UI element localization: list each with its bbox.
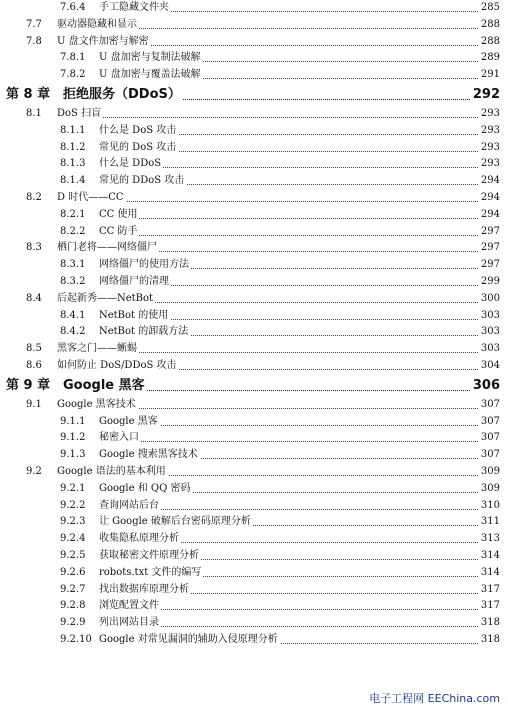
toc-title: U 盘加密与复制法破解 [99, 50, 203, 66]
toc-number: 8.5 [26, 343, 42, 355]
toc-title: 黑客之门——蜥蜴 [57, 341, 139, 357]
toc-subsection-row [0, 140, 508, 156]
toc-title: 什么是 DDoS [99, 156, 163, 172]
toc-title: Google 和 QQ 密码 [99, 481, 192, 497]
toc-title: 如何防止 DoS/DDoS 攻击 [57, 358, 179, 374]
toc-page-number: 307 [479, 397, 500, 413]
toc-page-number: 288 [479, 34, 500, 50]
toc-title: 查询网站后台 [99, 498, 161, 514]
toc-title: 常见的 DoS 攻击 [99, 140, 178, 156]
toc-number: 9.2.6 [60, 566, 86, 578]
toc-page-number: 285 [479, 0, 500, 16]
toc-number: 8.2 [26, 192, 42, 203]
toc-subsection-row [0, 582, 508, 598]
toc-page-number: 299 [479, 274, 500, 290]
toc-page-number: 310 [479, 498, 500, 514]
toc-subsection-row [0, 0, 508, 16]
toc-number: 9.2.5 [60, 550, 86, 561]
toc-section-row [0, 240, 508, 256]
toc-title: 拒绝服务（DDoS） [63, 84, 183, 106]
dot-leader [99, 441, 480, 442]
toc-number: 8.1.4 [60, 175, 86, 187]
toc-title: CC 防手 [99, 224, 139, 240]
toc-number: 8.4.1 [60, 309, 86, 321]
toc-title: Google 搜索黑客技术 [99, 447, 200, 463]
toc-page-number: 318 [479, 615, 500, 631]
toc-title: NetBot 的卸载方法 [99, 324, 190, 340]
toc-page-number: 307 [479, 414, 500, 430]
toc-subsection-row [0, 598, 508, 614]
toc-title: robots.txt 文件的编写 [99, 565, 203, 581]
toc-number: 9.2.3 [60, 516, 86, 528]
toc-chapter-row [0, 375, 508, 397]
toc-subsection-row [0, 207, 508, 223]
toc-subsection-row [0, 257, 508, 273]
toc-title: Google 语法的基本利用 [57, 464, 168, 480]
dot-leader [99, 235, 480, 236]
toc-title: 收集隐私原理分析 [99, 531, 181, 547]
toc-page-number: 317 [479, 582, 500, 598]
toc-page-number: 309 [479, 481, 500, 497]
toc-page-number: 318 [479, 632, 500, 648]
toc-subsection-row [0, 548, 508, 564]
toc-number: 9.2.10 [60, 634, 92, 645]
toc-page-number: 297 [479, 257, 500, 273]
toc-title: Google 黑客 [63, 375, 147, 397]
toc-number: 7.8 [26, 35, 42, 47]
toc-number: 9.2.1 [60, 482, 86, 494]
toc-page-number: 293 [479, 123, 500, 139]
site-watermark: 电子工程网 EEChina.com [365, 690, 500, 708]
toc-section-row [0, 464, 508, 480]
toc-number: 9.2 [26, 466, 42, 477]
toc-subsection-row [0, 565, 508, 581]
toc-title: 常见的 DDoS 攻击 [99, 173, 186, 189]
toc-title: 驱动器隐藏和显示 [57, 17, 139, 33]
toc-title: 网络僵尸的使用方法 [99, 257, 191, 273]
toc-subsection-row [0, 308, 508, 324]
toc-subsection-row [0, 50, 508, 66]
toc-page-number: 314 [479, 548, 500, 564]
toc-number: 9.2.9 [60, 617, 86, 629]
toc-page-number: 294 [479, 190, 500, 206]
toc-number: 8.3.2 [60, 276, 86, 287]
toc-subsection-row [0, 615, 508, 631]
toc-number: 第 8 章 [6, 87, 51, 102]
toc-subsection-row [0, 324, 508, 340]
toc-subsection-row [0, 123, 508, 139]
toc-number: 9.2.7 [60, 583, 86, 595]
toc-number: 9.1.2 [60, 432, 86, 444]
toc-title: D 时代——CC [57, 190, 126, 206]
toc-page-number: 293 [479, 156, 500, 172]
toc-number: 9.2.4 [60, 533, 86, 545]
toc-title: NetBot 的使用 [99, 308, 170, 324]
toc-title: 后起新秀——NetBot [57, 291, 155, 307]
toc-page-number: 288 [479, 17, 500, 33]
toc-section-row [0, 106, 508, 122]
dot-leader [99, 218, 480, 219]
toc-title: 手工隐藏文件夹 [99, 0, 171, 16]
toc-page-number: 304 [479, 358, 500, 374]
toc-subsection-row [0, 274, 508, 290]
toc-section-row [0, 34, 508, 50]
toc-page-number: 303 [479, 308, 500, 324]
toc-title: 获取秘密文件原理分析 [99, 548, 201, 564]
toc-subsection-row [0, 632, 508, 648]
toc-page-number: 292 [471, 84, 500, 106]
toc-number: 9.1.1 [60, 415, 86, 427]
toc-section-row [0, 17, 508, 33]
toc-subsection-row [0, 156, 508, 172]
toc-page-number: 297 [479, 240, 500, 256]
toc-section-row [0, 358, 508, 374]
toc-title: 什么是 DoS 攻击 [99, 123, 178, 139]
toc-number: 8.4 [26, 292, 42, 304]
toc-section-row [0, 397, 508, 413]
toc-title: U 盘加密与覆盖法破解 [99, 67, 203, 83]
toc-title: 网络僵尸的清理 [99, 274, 171, 290]
toc-page-number: 303 [479, 341, 500, 357]
toc-page-number: 297 [479, 224, 500, 240]
toc-page-number: 294 [479, 173, 500, 189]
toc-title: Google 黑客技术 [57, 397, 138, 413]
toc-page-number: 313 [479, 531, 500, 547]
toc-title: 找出数据库原理分析 [99, 582, 191, 598]
toc-number: 8.6 [26, 360, 42, 371]
dot-leader [57, 117, 480, 118]
toc-title: 浏览配置文件 [99, 598, 161, 614]
toc-title: Google 黑客 [99, 414, 160, 430]
toc-page-number: 314 [479, 565, 500, 581]
toc-page-number: 303 [479, 324, 500, 340]
toc-page-number: 300 [479, 291, 500, 307]
toc-number: 8.3.1 [60, 259, 86, 271]
toc-title: 秘密入口 [99, 430, 141, 446]
toc-subsection-row [0, 531, 508, 547]
toc-page-number: 311 [479, 514, 500, 530]
toc-number: 8.4.2 [60, 326, 86, 338]
toc-page-number: 293 [479, 106, 500, 122]
toc-number: 7.7 [26, 18, 42, 30]
toc-title: 栖门老将——网络僵尸 [57, 240, 159, 256]
toc-page-number: 306 [471, 375, 500, 397]
toc-number: 8.2.1 [60, 208, 86, 220]
toc-number: 8.1.1 [60, 124, 86, 136]
toc-subsection-row [0, 67, 508, 83]
toc-title: U 盘文件加密与解密 [57, 34, 151, 50]
toc-subsection-row [0, 173, 508, 189]
toc-subsection-row [0, 514, 508, 530]
toc-subsection-row [0, 447, 508, 463]
toc-subsection-row [0, 414, 508, 430]
toc-subsection-row [0, 430, 508, 446]
toc-number: 9.1 [26, 398, 42, 410]
toc-title: Google 对常见漏洞的辅助入侵原理分析 [99, 632, 280, 648]
toc-page-number: 307 [479, 430, 500, 446]
toc-number: 7.6.4 [60, 2, 86, 13]
toc-page-number: 307 [479, 447, 500, 463]
toc-title: CC 使用 [99, 207, 139, 223]
toc-section-row [0, 341, 508, 357]
toc-chapter-row [0, 84, 508, 106]
toc-number: 8.1 [26, 108, 42, 119]
toc-number: 8.2.2 [60, 225, 86, 237]
toc-number: 9.1.3 [60, 449, 86, 461]
toc-subsection-row [0, 481, 508, 497]
toc-number: 7.8.2 [60, 69, 86, 81]
toc-section-row [0, 291, 508, 307]
toc-number: 9.2.2 [60, 499, 86, 511]
toc-page-number: 293 [479, 140, 500, 156]
toc-title: DoS 扫盲 [57, 106, 103, 122]
toc-section-row [0, 190, 508, 206]
toc-number: 9.2.8 [60, 600, 86, 612]
toc-page-number: 291 [479, 67, 500, 83]
toc-number: 8.3 [26, 242, 42, 254]
toc-number: 8.1.3 [60, 158, 86, 170]
toc-title: 列出网站目录 [99, 615, 161, 631]
toc-number: 第 9 章 [6, 377, 51, 393]
toc-page-number: 289 [479, 50, 500, 66]
toc-page-number: 309 [479, 464, 500, 480]
toc-subsection-row [0, 224, 508, 240]
toc-title: 让 Google 破解后台密码原理分析 [99, 514, 253, 530]
toc-subsection-row [0, 498, 508, 514]
toc-number: 8.1.2 [60, 141, 86, 153]
toc-number: 7.8.1 [60, 52, 86, 64]
toc-page-number: 317 [479, 598, 500, 614]
toc-page-number: 294 [479, 207, 500, 223]
